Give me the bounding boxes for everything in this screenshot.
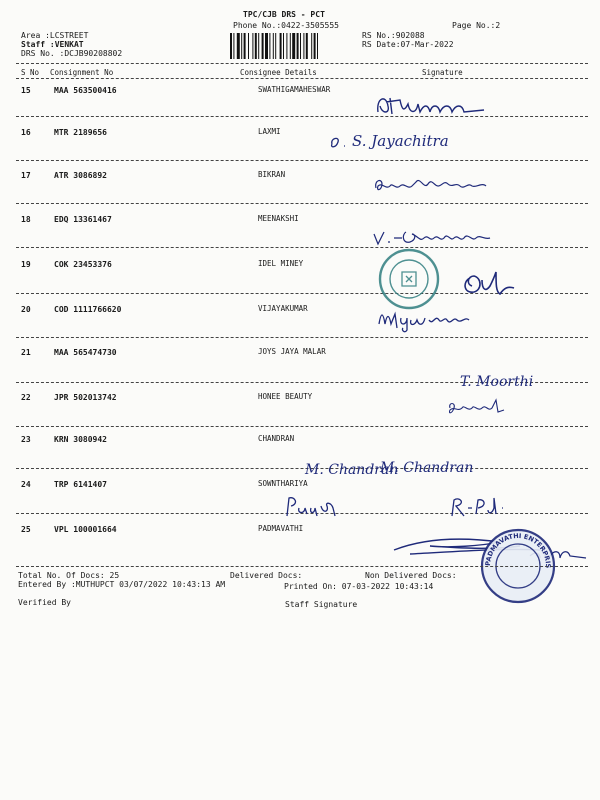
col-signature: Signature [422, 68, 463, 77]
row-consignment-number: COD 1111766620 [54, 305, 122, 314]
row-consignment-number: MTR 2189656 [54, 128, 107, 137]
signature-text-chandran-short: M. Chandran [305, 462, 399, 478]
staff-signature-label: Staff Signature [285, 600, 358, 609]
row-consignee-name: JOYS JAYA MALAR [258, 347, 326, 356]
area-label: Area :LCSTREET [21, 31, 89, 40]
row-consignee-name: SOWNTHARIYA [258, 479, 308, 488]
stamp-text: PADMAVATHI ENTERPRISES COIMBATORE [476, 522, 553, 569]
barcode-image [230, 33, 354, 59]
signature-text-chandran-full: M. Chandran [380, 460, 474, 476]
signature-row-22-a [460, 366, 570, 392]
document-title: TPC/CJB DRS - PCT [243, 10, 325, 19]
row-consignment-number: COK 23453376 [54, 260, 112, 269]
row-consignee-name: BIKRAN [258, 170, 286, 179]
delivered-docs: Delivered Docs: [230, 571, 303, 580]
row-serial-number: 25 [21, 525, 31, 534]
row-consignment-number: KRN 3080942 [54, 435, 107, 444]
signature-row-16 [330, 124, 480, 154]
rs-date: RS Date:07-Mar-2022 [362, 40, 454, 49]
signature-text-jayachitra: S. Jayachitra [352, 132, 449, 150]
row-consignee-name: IDEL MINEY [258, 259, 304, 268]
signature-row-17 [372, 172, 492, 198]
signature-row-22-b [446, 396, 516, 418]
row-divider [16, 116, 588, 117]
row-consignment-number: JPR 502013742 [54, 393, 117, 402]
non-delivered-docs: Non Delivered Docs: [365, 571, 457, 580]
row-divider [16, 203, 588, 204]
col-sno: S No [21, 68, 40, 77]
rs-number: RS No.:902088 [362, 31, 425, 40]
signature-row-23 [305, 452, 515, 482]
page-number: Page No.:2 [452, 21, 501, 30]
staff-label: Staff :VENKAT [21, 40, 84, 49]
row-divider [16, 160, 588, 161]
signature-row-24-b [448, 494, 518, 520]
row-consignment-number: MAA 565474730 [54, 348, 117, 357]
printed-on: Printed On: 07-03-2022 10:43:14 [284, 582, 434, 591]
row-serial-number: 18 [21, 215, 31, 224]
header-divider-bottom [16, 78, 588, 79]
row-serial-number: 17 [21, 171, 31, 180]
row-consignee-name: VIJAYAKUMAR [258, 304, 308, 313]
drs-number: DRS No. :DCJB90208802 [21, 49, 123, 58]
row-serial-number: 16 [21, 128, 31, 137]
row-consignee-name: MEENAKSHI [258, 214, 299, 223]
entered-by: Entered By :MUTHUPCT 03/07/2022 10:43:13 AM [18, 580, 226, 589]
row-consignee-name: LAXMI [258, 127, 281, 136]
total-docs: Total No. Of Docs: 25 [18, 571, 120, 580]
signature-row-19 [460, 264, 520, 298]
row-divider [16, 247, 588, 248]
signature-text-moorthi: T. Moorthi [460, 374, 534, 390]
footer-divider [16, 566, 588, 567]
signature-row-24-a [283, 494, 343, 520]
round-stamp-center [378, 248, 440, 310]
signature-row-15 [372, 92, 492, 122]
phone-number: Phone No.:0422-3505555 [233, 21, 339, 30]
row-divider [16, 426, 588, 427]
col-consignment: Consignment No [50, 68, 114, 77]
verified-by: Verified By [18, 598, 71, 607]
row-serial-number: 15 [21, 86, 31, 95]
row-divider [16, 337, 588, 338]
row-consignment-number: ATR 3086892 [54, 171, 107, 180]
row-consignee-name: HONEE BEAUTY [258, 392, 313, 401]
col-consignee: Consignee Details [240, 68, 317, 77]
header-divider-top [16, 63, 588, 64]
row-serial-number: 23 [21, 435, 31, 444]
row-serial-number: 19 [21, 260, 31, 269]
row-consignee-name: SWATHIGAMAHESWAR [258, 85, 331, 94]
row-serial-number: 20 [21, 305, 31, 314]
row-serial-number: 24 [21, 480, 31, 489]
row-consignment-number: MAA 563500416 [54, 86, 117, 95]
row-serial-number: 22 [21, 393, 31, 402]
row-consignee-name: PADMAVATHI [258, 524, 304, 533]
row-consignment-number: TRP 6141407 [54, 480, 107, 489]
row-consignment-number: VPL 100001664 [54, 525, 117, 534]
row-consignment-number: EDQ 13361467 [54, 215, 112, 224]
row-consignee-name: CHANDRAN [258, 434, 295, 443]
row-serial-number: 21 [21, 348, 31, 357]
